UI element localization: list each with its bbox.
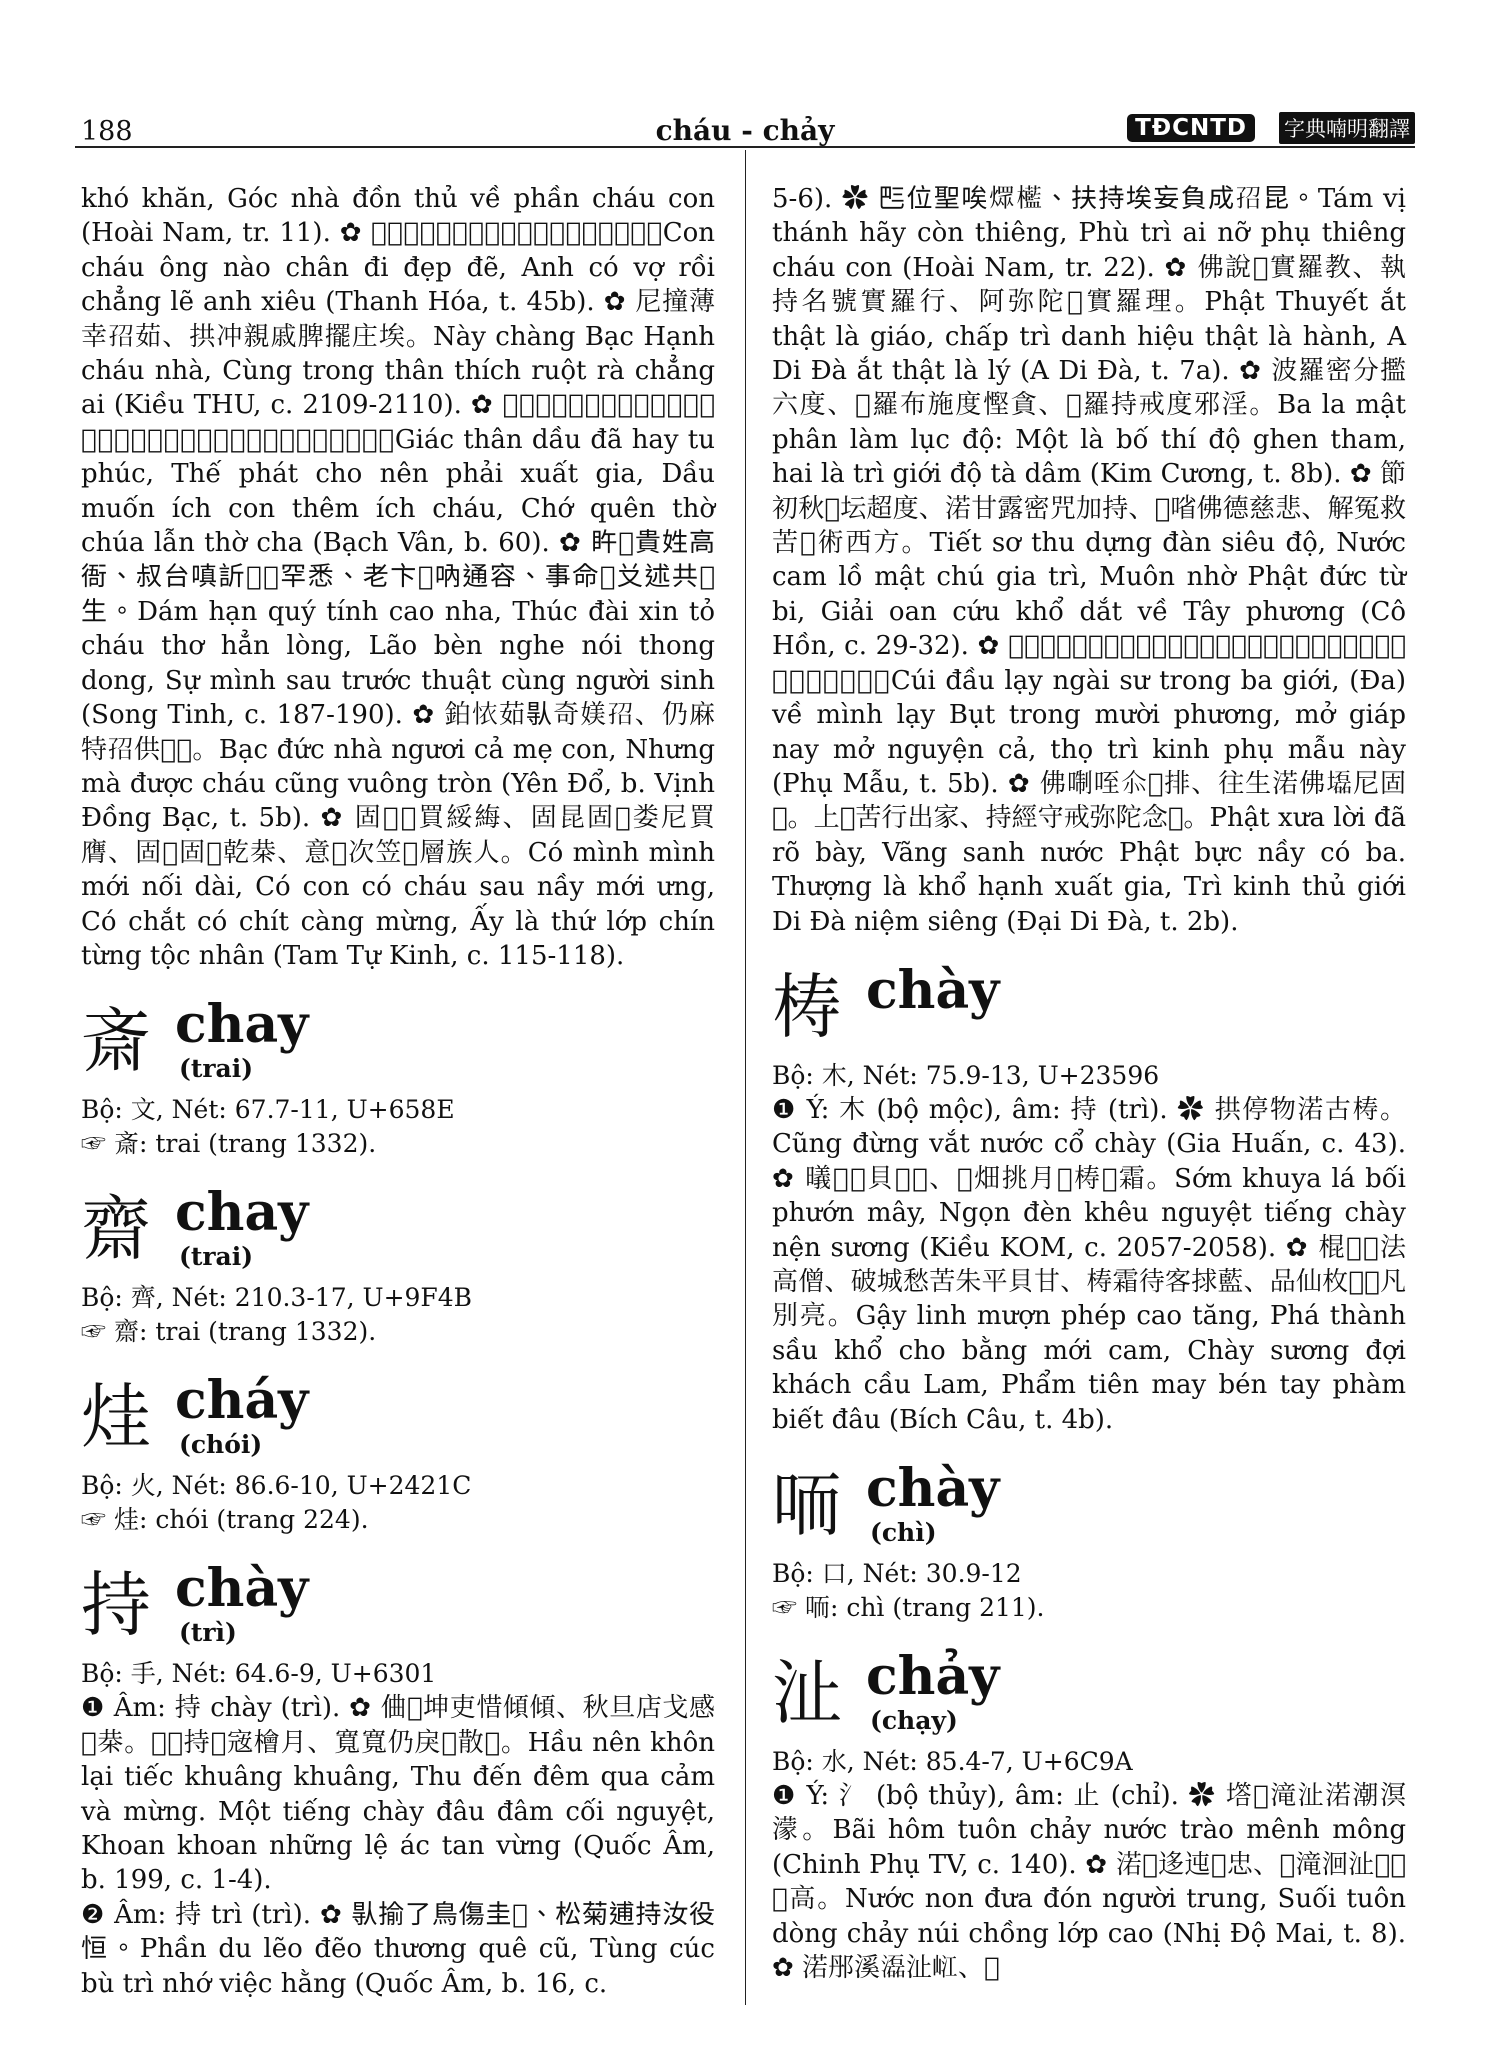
radical-info: Bộ: 口, Nét: 30.9-12 [772,1559,1022,1588]
radical-info: Bộ: 火, Nét: 86.6-10, U+2421C [81,1471,472,1501]
sense-1: ❶ Âm: 持 chày (trì). ✿ 㑋𢧚坤吏惜傾傾、秋旦店戈感𠼯㭟。𠃣𠰘持𠁀宼檜月、寬寬仍戾𪀄散𠷥。Hầu nên khôn lại tiếc khuâng khuâng, Thu đến đêm qua cảm và mừng. Một tiếng chày đâu đâm cối nguyệt, Khoan khoan những lệ ác tan vừng (Quốc Âm, b. 199, c. 1-4). [81,1693,715,1896]
entry-chay-trai-1 [81,995,715,1161]
entry-head [81,995,715,1093]
head-han-character: 沚 [772,1652,842,1734]
entry-head [81,1371,715,1469]
page-header [75,108,1415,148]
head-han-character: 持 [81,1564,151,1647]
headword: chảy [866,1646,1000,1707]
cross-reference: ☞ 烓: chói (trang 224). [81,1505,369,1535]
entry-chay-tri [81,1559,715,2001]
column-divider [745,150,746,2005]
headword: chay [175,994,309,1056]
radical-info: Bộ: 水, Nét: 85.4-7, U+6C9A [772,1747,1133,1776]
entry-head [81,1183,715,1281]
head-han-character: 斎 [81,1000,151,1083]
entry-head [81,1559,715,1657]
head-han-character: 烓 [81,1376,151,1459]
entry-chay-moc [772,961,1406,1437]
headword: cháy [175,1370,309,1432]
brand-logos [1127,112,1415,144]
left-column [81,182,715,2001]
entry-chay-chay [772,1647,1406,1985]
headword: chày [175,1558,309,1620]
entry-chay-trai-2 [81,1183,715,1349]
variant-reading: (chói) [179,1430,263,1460]
radical-info: Bộ: 齊, Nét: 210.3-17, U+9F4B [81,1283,473,1313]
page-number: 188 [81,116,133,147]
head-han-character: 㖇 [772,1464,842,1546]
variant-reading: (trai) [179,1242,254,1272]
entry-head [772,1647,1406,1745]
header-rule [75,146,1415,148]
entry-head [772,1459,1406,1557]
continuation-text: khó khăn, Góc nhà đồn thủ về phần cháu con (Hoài Nam, tr. 11). ✿ 𦋦𠰘翁𢂎𡍚𢀦𦀺𠹰、英固婿末搥𡁖英超。Con cháu ông nào chân đi đẹp đẽ, Anh có vợ rồi chẳng lẽ anh xiêu (Thanh Hóa, t. 45b). ✿ 尼撞薄幸𡥙茹、拱冲親戚脾擺庄埃。Này chàng Bạc Hạnh cháu nhà, Cùng trong thân thích ruột rà chẳng ai (Kiều THU, c. 2109-2110). ✿ 𤷶身油𠇍哈修福、剃髮朱𢧚沛出家、油𡁛益𡥙添益𡥙、渚𢚸𦀊主勉𦀊吒。Giác thân dầu đã hay tu phúc, Thế phát cho nên phải xuất gia, Dầu muốn ích con thêm ích cháu, Chớ quên thờ chúa lẫn thờ cha (Bạch Vân, b. 60). ✿ 𥄭𠸗貴姓高衙、叔台嗔訢𡥙𦀊罕悉、老卞𥆁吶通容、事命𡏧𠬠述共𠊚生。Dám hạn quý tính cao nha, Thúc đài xin tỏ cháu thơ hẳn lòng, Lão bèn nghe nói thong dong, Sự mình sau trước thuật cùng người sinh (Song Tinh, c. 187-190). ✿ 鉑𢙇茹𠊛奇媄𡥙、仍麻特𡥙供𣖖𩵜。Bạc đức nhà ngươi cả mẹ con, Nhưng mà được cháu cũng vuông tròn (Yên Đổ, b. Vịnh Đồng Bạc, t. 5b). ✿ 固𨉟𨉟買綏䋦、固昆固𡥙娄尼買膺、固𧵑固𥛪乾㭟、意𦓡次笠𢁖層族人。Có mình mình mới nối dài, Có con có cháu sau nầy mới ưng, Có chắt có chít càng mừng, Ấy là thứ lớp chín từng tộc nhân (Tam Tự Kinh, c. 115-118). [81,184,715,971]
headword: chày [866,1458,1000,1519]
radical-info: Bộ: 木, Nét: 75.9-13, U+23596 [772,1060,1160,1090]
sense-2: ❷ Âm: 持 trì (trì). ✿ 𠊛揄了鳥傷圭𡢐、松菊逋持汝役恒。Phần du lẽo đẽo thương quê cũ, Tùng cúc bù trì nhớ việc hằng (Quốc Âm, b. 16, c. [81,1899,715,1999]
cross-reference: ☞ 㖇: chì (trang 211). [772,1593,1045,1622]
sense-1: ❶ Ý: 氵 (bộ thủy), âm: 止 (chỉ). ✿ 㙮𣈕滝沚渃潮溟濛。Bãi hôm tuôn chảy nước trào mênh mông (Chinh Phụ TV, c. 140). ✿ 渃𡽫迻迍𨀈忠、𤂬滝洄沚𡶀𩅘𨕭高。Nước non đưa đón người trung, Suối tuôn dòng chảy núi chồng lớp cao (Nhị Độ Mai, t. 8). ✿ 渃䢷溪𤂬沚𡷍、𨇉 [772,1781,1406,1984]
continuation-text: 5-6). ✿ 𠀧位聖唉𤎏𣠩、扶持埃妄負成𡥙昆。Tám vị thánh hãy còn thiêng, Phù trì ai nỡ phụ thiêng cháu con (Hoài Nam, tr. 22). ✿ 佛說𠃣實羅教、執持名號實羅行、阿弥陀𠃣實羅理。Phật Thuyết ắt thật là giáo, chấp trì danh hiệu thật là hành, A Di Đà ắt thật là lý (A Di Đà, t. 7a). ✿ 波羅密分㩜六度、𠃣羅布施度慳貪、𠃣羅持戒度邪淫。Ba la mật phân làm lục độ: Một là bố thí độ ghen tham, hai là trì giới độ tà dâm (Kim Cương, t. 8b). ✿ 節初秋𨔍坛超度、渃甘露密咒加持、𢚸㗂佛德慈悲、解冤救苦𢶢術西方。Tiết sơ thu dựng đàn siêu độ, Nước cam lồ mật chú gia trì, Muôn nhờ Phật đức từ bi, Giải oan cứu khổ dắt về Tây phương (Cô Hồn, c. 29-32). ✿ 𢶬頭礼𡗋師工𠀧界、𠓨迷命礼𡨸工迈方、𡗐甲尼馬願𠺳、受持経父母尼。Cúi đầu lạy ngài sư trong ba giới, (Đa) về mình lạy Bụt trong mười phương, mở giáp nay mở nguyện cả, thọ trì kinh phụ mẫu này (Phụ Mẫu, t. 5b). ✿ 佛𠶜咥𠇍𢯏排、往生渃佛𡓃尼固𠀧。上𦓡苦行出家、持經守戒弥陀念𡗉。Phật xưa lời đã rõ bày, Vãng sanh nước Phật bực nầy có ba. Thượng là khổ hạnh xuất gia, Trì kinh thủ giới Di Đà niệm siêng (Đại Di Đà, t. 2b). [772,184,1406,937]
variant-reading: (trì) [179,1618,237,1648]
variant-reading: (chì) [870,1518,937,1547]
head-han-character: 梼 [772,965,842,1048]
brand-logo-latin: TĐCNTD [1127,114,1255,142]
cross-reference: ☞ 斎: trai (trang 1332). [81,1129,377,1159]
variant-reading: (trai) [179,1054,254,1084]
variant-reading: (chạy) [870,1706,958,1735]
right-column [772,182,1406,1985]
radical-info: Bộ: 文, Nét: 67.7-11, U+658E [81,1095,455,1125]
radical-info: Bộ: 手, Nét: 64.6-9, U+6301 [81,1659,437,1689]
entry-chay-chi [772,1459,1406,1625]
headword: chày [866,959,1000,1021]
sense-1: ❶ Ý: 木 (bộ mộc), âm: 持 (trì). ✿ 拱停物渃古梼。Cũng đừng vắt nước cổ chày (Gia Huấn, c. 43). ✿ 㬢𣇜𦹵貝𣽀𩄲、𦹵畑挑月𠿚梼𢵰霜。Sớm khuya lá bối phướn mây, Ngọn đèn khêu nguyệt tiếng chày nện sương (Kiều KOM, c. 2057-2058). ✿ 棍𤀗𢭂法高僧、破城愁苦朱平貝甘、梼霜待客捄藍、品仙枚𤷍𢭮凡別亮。Gậy linh mượn phép cao tăng, Phá thành sầu khổ cho bằng mới cam, Chày sương đợi khách cầu Lam, Phẩm tiên may bén tay phàm biết đâu (Bích Câu, t. 4b). [772,1094,1406,1435]
brand-logo-han: 字典喃明翻譯 [1279,112,1415,144]
entry-chay-choi [81,1371,715,1537]
running-head: cháu - chảy [655,114,835,147]
entry-head [772,961,1406,1059]
head-han-character: 齋 [81,1188,151,1271]
cross-reference: ☞ 齋: trai (trang 1332). [81,1317,377,1347]
headword: chay [175,1182,309,1244]
